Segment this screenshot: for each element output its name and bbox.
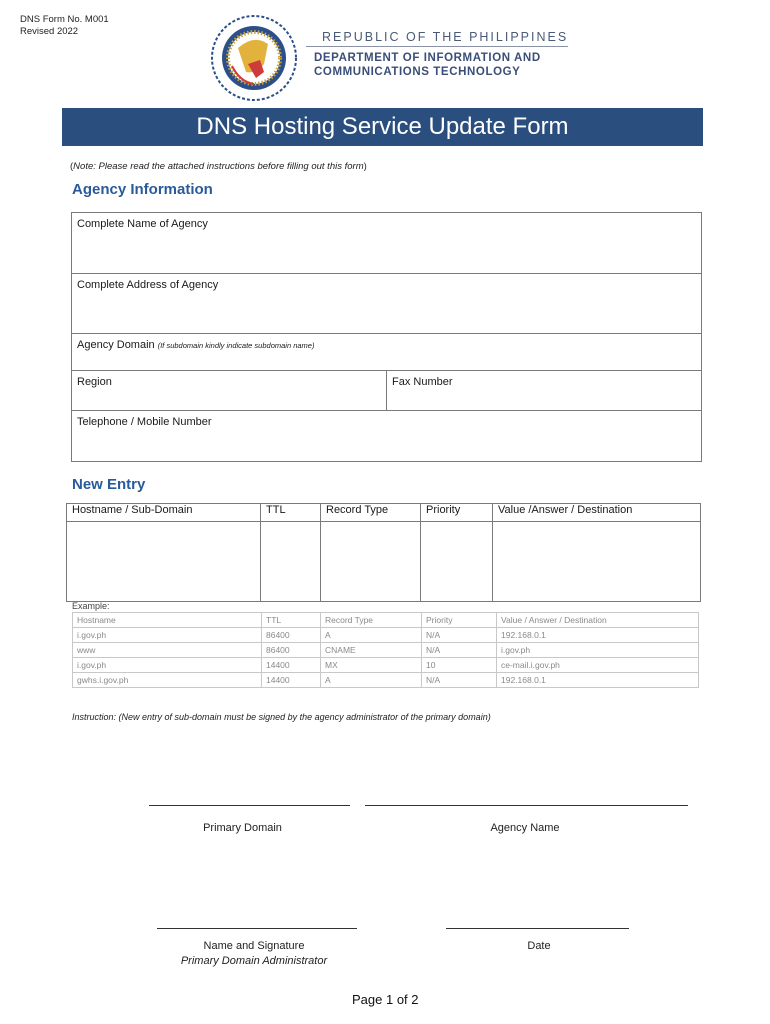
header-divider — [306, 46, 568, 47]
date-label: Date — [527, 940, 551, 952]
republic-heading: REPUBLIC OF THE PHILIPPINES — [322, 30, 569, 44]
telephone-field[interactable]: Telephone / Mobile Number — [72, 411, 702, 462]
col-priority: Priority — [421, 504, 493, 522]
new-entry-table — [66, 503, 701, 602]
form-title: DNS Hosting Service Update Form — [62, 108, 703, 146]
agency-name-signature-line[interactable] — [365, 805, 688, 806]
col-hostname: Hostname / Sub-Domain — [67, 504, 261, 522]
entry-record-type-input[interactable] — [321, 522, 421, 602]
agency-information-heading: Agency Information — [72, 181, 213, 198]
example-label: Example: — [72, 601, 110, 611]
page-number: Page 1 of 2 — [352, 992, 419, 1007]
entry-hostname-input[interactable] — [67, 522, 261, 602]
col-value: Value /Answer / Destination — [493, 504, 701, 522]
form-note: (Note: Please read the attached instructions before filling out this form) — [70, 161, 367, 172]
date-signature-line[interactable] — [446, 928, 629, 929]
entry-ttl-input[interactable] — [261, 522, 321, 602]
instruction-text: Instruction: (New entry of sub-domain must be signed by the agency administrator of the primary domain) — [72, 712, 491, 722]
department-name-line1: DEPARTMENT OF INFORMATION AND — [314, 52, 541, 64]
example-table — [72, 612, 699, 688]
table-row: i.gov.ph 86400 A N/A 192.168.0.1 — [73, 628, 699, 643]
fax-number-field[interactable]: Fax Number — [387, 371, 702, 411]
name-and-signature-label: Name and Signature — [203, 940, 305, 952]
agency-information-table — [71, 212, 702, 462]
primary-domain-admin-label: Primary Domain Administrator — [180, 955, 328, 967]
primary-domain-signature-line[interactable] — [149, 805, 350, 806]
form-number: DNS Form No. M001 Revised 2022 — [20, 14, 109, 37]
table-row: gwhs.i.gov.ph 14400 A N/A 192.168.0.1 — [73, 673, 699, 688]
agency-domain-field[interactable]: Agency Domain (If subdomain kindly indicate subdomain name) — [72, 334, 702, 371]
entry-value-input[interactable] — [493, 522, 701, 602]
example-header-row: Hostname TTL Record Type Priority Value / Answer / Destination — [73, 613, 699, 628]
entry-priority-input[interactable] — [421, 522, 493, 602]
new-entry-heading: New Entry — [72, 476, 146, 493]
table-row: i.gov.ph 14400 MX 10 ce-mail.i.gov.ph — [73, 658, 699, 673]
primary-domain-label: Primary Domain — [203, 822, 282, 834]
col-ttl: TTL — [261, 504, 321, 522]
dict-seal-logo — [210, 14, 298, 102]
department-name-line2: COMMUNICATIONS TECHNOLOGY — [314, 66, 521, 78]
col-record-type: Record Type — [321, 504, 421, 522]
agency-name-field[interactable]: Complete Name of Agency — [72, 213, 702, 274]
region-field[interactable]: Region — [72, 371, 387, 411]
table-row: www 86400 CNAME N/A i.gov.ph — [73, 643, 699, 658]
admin-signature-line[interactable] — [157, 928, 357, 929]
agency-address-field[interactable]: Complete Address of Agency — [72, 274, 702, 334]
agency-name-label: Agency Name — [490, 822, 560, 834]
